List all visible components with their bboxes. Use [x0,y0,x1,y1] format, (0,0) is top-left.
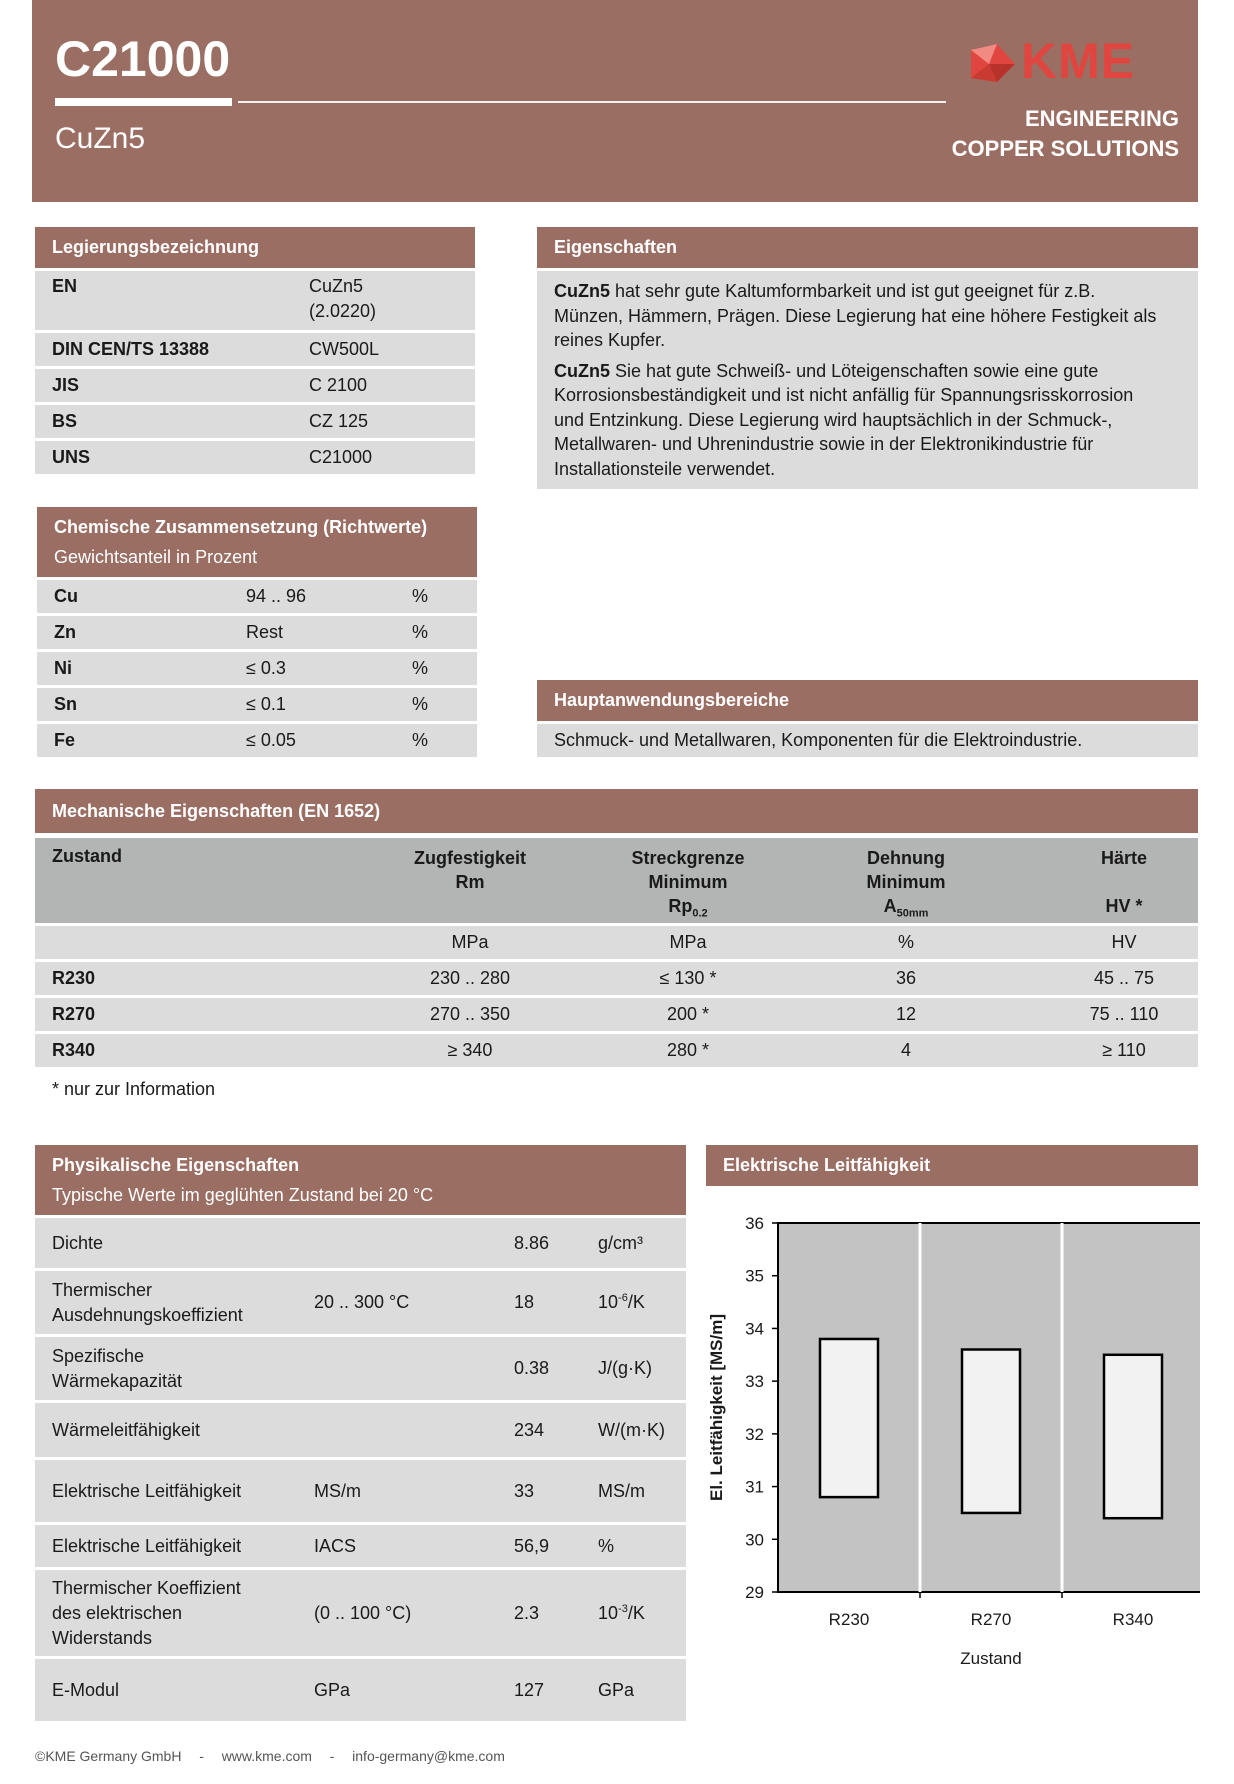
physik-unit: MS/m [598,1481,645,1501]
physik-subtitle: Typische Werte im geglühten Zustand bei 20 °C [52,1185,434,1205]
header-rule [238,101,946,103]
chart-title: Elektrische Leitfähigkeit [723,1155,931,1175]
chemie-unit: % [412,730,429,750]
legierung-row [35,333,475,366]
alloy-name: CuZn5 [55,122,146,155]
physik-condition: IACS [314,1536,357,1556]
physik-value: 127 [514,1680,545,1700]
legierung-label: BS [52,411,78,431]
y-tick-label: 33 [745,1372,764,1392]
mechanik-rm: ≥ 340 [447,1040,493,1060]
y-tick-label: 29 [745,1583,764,1602]
physik-label: Dichte [52,1233,104,1253]
eigenschaften-body [537,271,1198,489]
chemie-row [37,616,477,649]
col-haerte: Härte [1100,848,1148,868]
physik-label-2: Ausdehnungskoeffizient [52,1305,243,1325]
physik-unit: W/(m·K) [598,1420,665,1440]
physik-value: 8.86 [514,1233,550,1253]
unit-dehn: % [897,932,914,952]
tagline-engineering: ENGINEERING [1024,106,1179,131]
legierung-value: C 2100 [309,375,368,395]
y-tick-label: 31 [745,1477,764,1497]
physik-label-2: des elektrischen [52,1603,183,1623]
col-zugfestigkeit: Zugfestigkeit [413,848,526,868]
physik-label-2: Wärmekapazität [52,1371,183,1391]
chemie-unit: % [412,586,429,606]
anwendung-header [537,680,1198,721]
chemie-element: Ni [54,658,72,678]
kme-logo-mark-icon [967,42,1019,86]
physik-unit: J/(g·K) [598,1358,652,1378]
eigenschaften-p2-line: CuZn5 Sie hat gute Schweiß- und Löteigenschaften sowie eine gute [554,360,1099,381]
chemie-element: Cu [54,586,78,606]
physik-row [35,1337,686,1400]
mechanik-column-header [35,838,1198,923]
chemie-element: Zn [54,622,76,642]
mechanik-header [35,789,1198,833]
eigenschaften-p1-line: CuZn5 hat sehr gute Kaltumformbarkeit und ist gut geeignet für z.B. [554,281,1096,301]
chemie-row [37,724,477,757]
mechanik-rp: 200 * [666,1004,710,1024]
col-streckgrenze: Streckgrenze [631,848,745,868]
physik-row [35,1525,686,1567]
chemie-unit: % [412,694,429,714]
physik-row [35,1460,686,1522]
physik-label: Thermischer Koeffizient [52,1578,241,1598]
x-axis-label: Zustand [960,1649,1022,1668]
eigenschaften-p2-line: Korrosionsbeständigkeit und ist nicht anfällig für Spannungsrisskorrosion [554,385,1134,405]
physik-unit: $10^{-6}/K$ [598,1292,645,1312]
legierung-header [35,227,475,268]
chemie-element: Fe [54,730,76,750]
legierung-row [35,405,475,438]
physik-value: 0.38 [514,1358,550,1378]
mechanik-zustand: R340 [52,1040,96,1060]
physik-label: Spezifische [52,1346,145,1366]
mechanik-a: 4 [900,1040,911,1060]
physik-row [35,1659,686,1721]
physik-header [35,1145,686,1215]
y-tick-label: 34 [745,1319,764,1339]
footer-email-link[interactable]: info-germany@kme.com [352,1748,505,1764]
footer-website-link[interactable]: www.kme.com [221,1748,312,1764]
range-bar [962,1350,1020,1513]
chemie-element: Sn [54,694,78,714]
col-dehnung-symbol: $A_{50mm}$ [883,896,929,920]
eigenschaften-p2-line: und Entzinkung. Diese Legierung wird hauptsächlich in der Schmuck-, [554,409,1113,430]
range-bar [1104,1355,1162,1518]
eigenschaften-p2-bold: CuZn5 [554,360,610,381]
eigenschaften-title: Eigenschaften [554,237,678,257]
physik-unit: g/cm³ [598,1233,643,1253]
alloy-code: C21000 [55,31,231,87]
col-dehnung-min: Minimum [866,872,946,892]
eigenschaften-p2-line: Installationsteile verwendet. [554,458,776,479]
mechanik-hv: 45 .. 75 [1093,968,1155,988]
unit-zug: MPa [451,932,489,952]
unit-streck: MPa [669,932,707,952]
mechanik-row [35,962,1198,995]
physik-unit: $10^{-3}/K$ [598,1603,645,1623]
alloy-code-underline [55,98,232,106]
col-zustand: Zustand [52,846,122,866]
legierung-label: JIS [52,375,80,395]
y-tick-label: 30 [745,1530,764,1550]
mechanik-units-row [35,926,1198,959]
mechanik-rp: ≤ 130 * [659,968,717,988]
anwendung-title: Hauptanwendungsbereiche [554,690,790,710]
header-banner [32,0,1198,202]
mechanik-rm: 270 .. 350 [429,1004,511,1024]
chemie-row [37,688,477,721]
chemie-value: ≤ 0.05 [246,730,296,750]
mechanik-a: 36 [895,968,917,988]
physik-unit: GPa [598,1680,635,1700]
mechanik-rm: 230 .. 280 [429,968,511,988]
physik-value: 56,9 [514,1536,550,1556]
eigenschaften-p1-bold: CuZn5 [554,281,610,301]
y-tick-label: 32 [745,1424,764,1444]
physik-row [35,1570,686,1656]
chemie-header [37,507,477,577]
chemie-unit: % [412,622,429,642]
physik-row [35,1271,686,1334]
physik-label: Thermischer [52,1280,153,1300]
mechanik-note: * nur zur Information [52,1079,216,1099]
chemie-value: Rest [246,622,284,642]
x-tick-label: R270 [970,1610,1012,1629]
col-zugfestigkeit-symbol: Rm [455,872,485,892]
y-tick-label: 35 [745,1266,764,1286]
chemie-row [37,652,477,685]
anwendung-body [537,724,1198,757]
chemie-row [37,580,477,613]
physik-row [35,1218,686,1268]
eigenschaften-p1-line: reines Kupfer. [554,330,666,350]
col-streckgrenze-min: Minimum [648,872,728,892]
mechanik-row [35,1034,1198,1067]
chemie-value: 94 .. 96 [246,586,307,606]
mechanik-row [35,998,1198,1031]
chart-header [706,1145,1198,1186]
conductivity-chart [700,1195,1200,1715]
legierung-value: CZ 125 [309,411,369,431]
legierung-row [35,441,475,474]
eigenschaften-header [537,227,1198,268]
physik-value: 2.3 [514,1603,540,1623]
physik-unit: % [598,1536,615,1556]
kme-logo [967,33,1181,90]
mechanik-hv: ≥ 110 [1102,1040,1146,1060]
legierung-value-2: (2.0220) [309,301,377,321]
footer-separator: - [199,1748,204,1764]
physik-value: 234 [514,1420,545,1440]
physik-condition: 20 .. 300 °C [314,1292,410,1312]
legierung-row [35,271,475,330]
mechanik-hv: 75 .. 110 [1089,1004,1159,1024]
legierung-value: CW500L [309,339,380,359]
legierung-value: CuZn5 [309,276,364,296]
footer-separator: - [329,1748,335,1764]
kme-logo-text: KME [1021,33,1136,89]
col-haerte-symbol: HV * [1105,896,1143,916]
physik-label: E-Modul [52,1680,120,1700]
range-bar [820,1339,878,1497]
legierung-row [35,369,475,402]
anwendung-text: Schmuck- und Metallwaren, Komponenten für die Elektroindustrie. [554,730,1083,750]
mechanik-zustand: R230 [52,968,96,988]
y-axis-label: El. Leitfähigkeit [MS/m] [707,1313,726,1502]
tagline-copper-solutions: COPPER SOLUTIONS [951,136,1179,161]
mechanik-zustand: R270 [52,1004,96,1024]
physik-title: Physikalische Eigenschaften [52,1155,300,1175]
col-streckgrenze-symbol: $Rp_{0.2}$ [668,896,708,920]
footer-copyright: ©KME Germany GmbH [35,1748,182,1764]
physik-value: 18 [514,1292,535,1312]
unit-haerte: HV [1111,932,1137,952]
mechanik-rp: 280 * [666,1040,710,1060]
x-tick-label: R230 [828,1610,870,1629]
physik-row [35,1403,686,1457]
col-dehnung: Dehnung [867,848,945,868]
eigenschaften-p2-line: Metallwaren- und Uhrenindustrie sowie in der Elektronikindustrie für [554,434,1094,454]
chemie-subtitle: Gewichtsanteil in Prozent [54,547,258,567]
physik-value: 33 [514,1481,535,1501]
chemie-value: ≤ 0.1 [246,694,286,714]
y-tick-label: 36 [745,1214,764,1233]
footer [35,1748,505,1764]
physik-condition: MS/m [314,1481,361,1501]
chemie-value: ≤ 0.3 [246,658,286,678]
physik-label: Elektrische Leitfähigkeit [52,1536,242,1556]
physik-label: Elektrische Leitfähigkeit [52,1481,242,1501]
x-tick-label: R340 [1112,1610,1154,1629]
physik-label-3: Widerstands [52,1628,153,1648]
legierung-label: UNS [52,447,91,467]
physik-condition: GPa [314,1680,351,1700]
mechanik-title: Mechanische Eigenschaften (EN 1652) [52,801,381,821]
mechanik-a: 12 [895,1004,917,1024]
physik-label: Wärmeleitfähigkeit [52,1420,201,1440]
legierung-value: C21000 [309,447,373,467]
legierung-label: DIN CEN/TS 13388 [52,339,210,359]
legierung-title: Legierungsbezeichnung [52,237,260,257]
eigenschaften-p1-line: Münzen, Hämmern, Prägen. Diese Legierung hat eine höhere Festigkeit als [554,305,1157,326]
chemie-title: Chemische Zusammensetzung (Richtwerte) [54,517,428,537]
physik-condition: (0 .. 100 °C) [314,1603,412,1623]
chemie-unit: % [412,658,429,678]
legierung-label: EN [52,276,78,296]
